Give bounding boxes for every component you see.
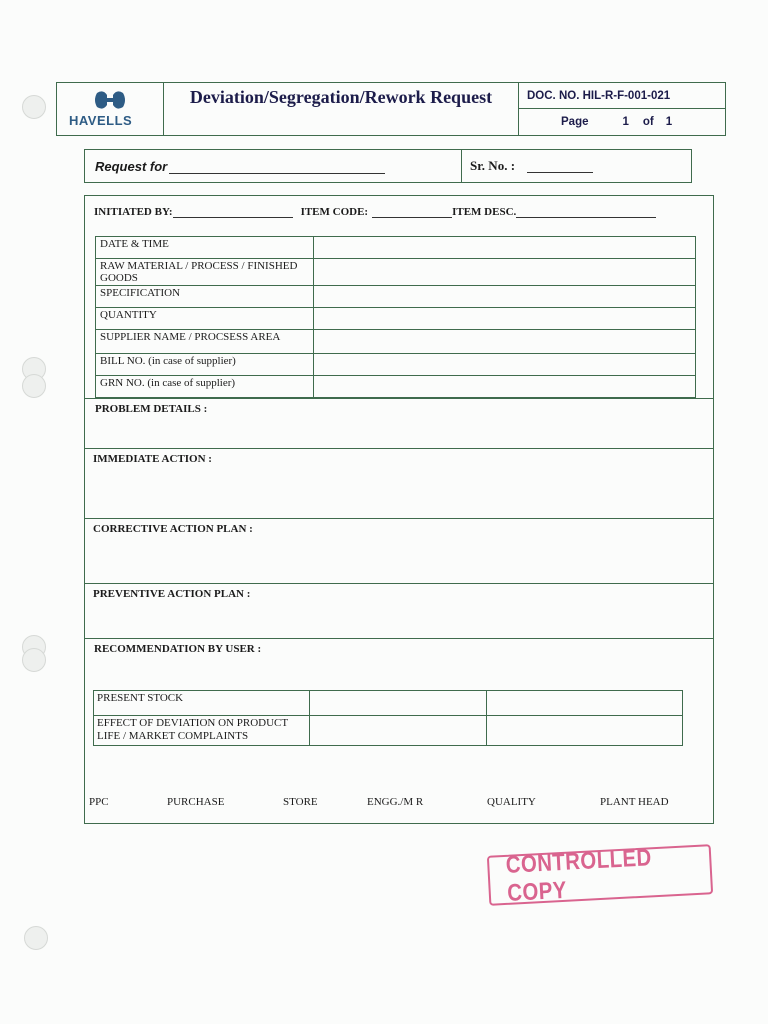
of-label: of [642,116,654,128]
request-for-field[interactable] [169,159,385,174]
page-total: 1 [665,116,673,128]
preventive-action-label: PREVENTIVE ACTION PLAN : [93,588,251,600]
row-label: SUPPLIER NAME / PROCSESS AREA [96,330,314,354]
row-value-field[interactable] [310,691,487,716]
initiation-row [94,206,656,218]
row-value-field[interactable] [314,376,696,398]
row-value-field[interactable] [487,691,683,716]
punch-hole [24,926,48,950]
details-table [95,236,696,398]
punch-hole [22,374,46,398]
table-row [96,259,696,286]
item-code-field[interactable] [372,207,452,218]
row-label: RAW MATERIAL / PROCESS / FINISHED GOODS [96,259,314,286]
sr-no-label: Sr. No. : [470,158,516,173]
request-for-label: Request for [95,158,168,174]
row-value-field[interactable] [487,716,683,746]
table-row [96,330,696,354]
stock-table [93,690,683,746]
row-value-field[interactable] [314,237,696,259]
row-value-field[interactable] [314,354,696,376]
page-info [519,109,725,135]
initiated-by-label: INITIATED BY: [94,206,173,218]
table-row [94,716,683,746]
table-row [96,286,696,308]
signatory-label: PPC [89,796,109,808]
request-for-cell [85,150,462,182]
recommendation-label: RECOMMENDATION BY USER : [94,643,262,655]
corrective-action-section[interactable] [85,518,713,584]
punch-hole [22,648,46,672]
row-label: SPECIFICATION [96,286,314,308]
initiated-by-field[interactable] [173,207,293,218]
signatory-label: QUALITY [487,796,536,808]
doc-number: DOC. NO. HIL-R-F-001-021 [519,83,725,109]
signatory-label: ENGG./M R [367,796,424,808]
row-label: PRESENT STOCK [94,691,310,716]
signatory-label: PURCHASE [167,796,225,808]
item-desc-field[interactable] [516,207,656,218]
row-label: GRN NO. (in case of supplier) [96,376,314,398]
doc-info [519,83,725,135]
row-value-field[interactable] [314,308,696,330]
row-value-field[interactable] [314,286,696,308]
row-value-field[interactable] [314,259,696,286]
sr-no-cell [462,150,691,182]
table-row [96,237,696,259]
punch-hole [22,95,46,119]
stamp-text: CONTROLLED COPY [505,844,653,907]
immediate-action-label: IMMEDIATE ACTION : [93,453,212,465]
row-label: BILL NO. (in case of supplier) [96,354,314,376]
problem-details-label: PROBLEM DETAILS : [95,403,208,415]
logo [57,83,164,135]
table-row [96,354,696,376]
row-label: QUANTITY [96,308,314,330]
page-label: Page [561,116,589,128]
page-number: 1 [622,116,629,128]
form-body [84,195,714,824]
logo-text: HAVELLS [69,113,133,128]
problem-details-section[interactable] [85,398,713,449]
item-desc-label: ITEM DESC. [452,206,517,218]
table-row [96,376,696,398]
corrective-action-label: CORRECTIVE ACTION PLAN : [93,523,253,535]
row-label: EFFECT OF DEVIATION ON PRODUCT LIFE / MARKET COMPLAINTS [94,716,310,746]
row-value-field[interactable] [314,330,696,354]
row-value-field[interactable] [310,716,487,746]
preventive-action-section[interactable] [85,583,713,639]
request-row [84,149,692,183]
table-row [96,308,696,330]
item-code-label: ITEM CODE: [300,206,369,218]
signatory-label: PLANT HEAD [600,796,669,808]
havells-logo-icon [93,89,127,111]
sr-no-field[interactable] [527,160,593,173]
immediate-action-section[interactable] [85,448,713,519]
title-cell [164,83,519,135]
signatory-label: STORE [283,796,318,808]
form-header [56,82,726,136]
row-label: DATE & TIME [96,237,314,259]
controlled-copy-stamp [487,844,713,906]
form-title: Deviation/Segregation/Rework Request [189,87,493,107]
table-row [94,691,683,716]
